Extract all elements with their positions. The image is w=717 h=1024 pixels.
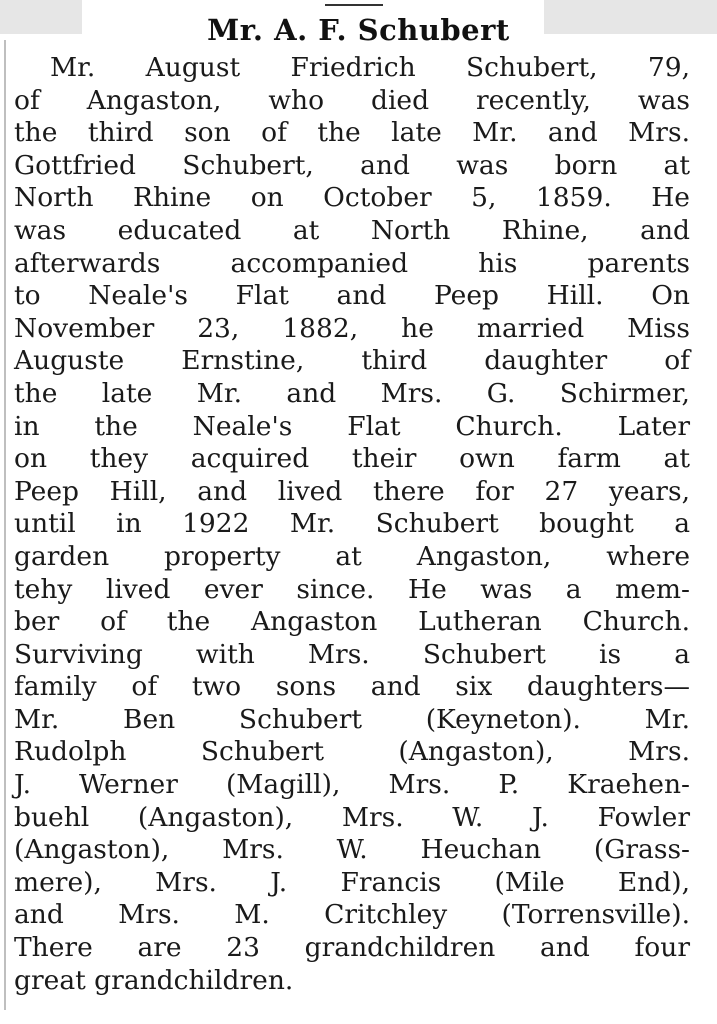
article-line: and Mrs. M. Critchley (Torrensville). xyxy=(14,899,690,931)
article-line: Mr. Ben Schubert (Keyneton). Mr. xyxy=(14,703,690,735)
article-line: in the Neale's Flat Church. Later xyxy=(14,410,690,442)
article-line: Peep Hill, and lived there for 27 years, xyxy=(14,475,690,507)
article-line: to Neale's Flat and Peep Hill. On xyxy=(14,280,690,312)
article-line: Mr. August Friedrich Schubert, 79, xyxy=(50,52,690,83)
article-line: was educated at North Rhine, and xyxy=(14,214,690,246)
article-line: on they acquired their own farm at xyxy=(14,443,690,475)
article-line: (Angaston), Mrs. W. Heuchan (Grass- xyxy=(14,834,690,866)
article-line: November 23, 1882, he married Miss xyxy=(14,312,690,344)
article-line: of Angaston, who died recently, was xyxy=(14,84,690,116)
article-line: Gottfried Schubert, and was born at xyxy=(14,149,690,181)
article-line: Auguste Ernstine, third daughter of xyxy=(14,345,690,377)
article-line: until in 1922 Mr. Schubert bought a xyxy=(14,508,690,540)
article-line: buehl (Angaston), Mrs. W. J. Fowler xyxy=(14,801,690,833)
article-body xyxy=(14,52,690,997)
column-rule xyxy=(325,4,383,6)
column-edge xyxy=(4,40,6,1010)
article-line: tehy lived ever since. He was a mem- xyxy=(14,573,690,605)
article-line: North Rhine on October 5, 1859. He xyxy=(14,182,690,214)
article-line: mere), Mrs. J. Francis (Mile End), xyxy=(14,866,690,898)
article-line: the late Mr. and Mrs. G. Schirmer, xyxy=(14,377,690,409)
article-line: family of two sons and six daughters— xyxy=(14,671,690,703)
article-line: J. Werner (Magill), Mrs. P. Kraehen- xyxy=(14,769,690,801)
article-line: great grandchildren. xyxy=(14,964,294,996)
article-line: ber of the Angaston Lutheran Church. xyxy=(14,606,690,638)
article-line: Surviving with Mrs. Schubert is a xyxy=(14,638,690,670)
article-title: Mr. A. F. Schubert xyxy=(207,13,510,47)
article-line: garden property at Angaston, where xyxy=(14,540,690,572)
article-line: afterwards accompanied his parents xyxy=(14,247,690,279)
article-line: Rudolph Schubert (Angaston), Mrs. xyxy=(14,736,690,768)
article-line: the third son of the late Mr. and Mrs. xyxy=(14,117,690,149)
article-line: There are 23 grandchildren and four xyxy=(14,932,690,964)
